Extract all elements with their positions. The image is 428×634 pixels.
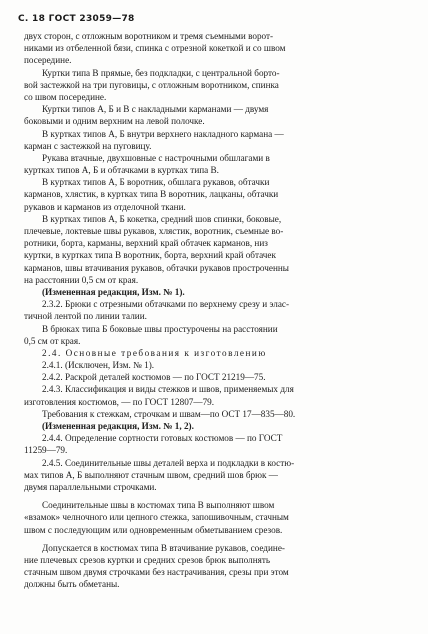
text-line: куртки, в куртках типа В воротник, борта, верхний край обтачек (24, 250, 276, 261)
text-line: стачным швом двумя строчками без настрачивания, срезы при этом (24, 567, 289, 578)
text-line: со швом посередине. (24, 91, 107, 102)
text-line: карманов, швы втачивания рукавов, обтачки рукавов простроченны (24, 262, 289, 273)
text-line: 0,5 см от края. (24, 335, 81, 346)
text-line: двух сторон, с отложным воротником и тремя съемными ворот- (24, 31, 274, 41)
text-line: на расстоянии 0,5 см от края. (24, 274, 139, 285)
text-line: В брюках типа Б боковые швы простурочены на расстоянии (42, 323, 278, 334)
text-line: В куртках типов А, Б кокетка, средний шов спинки, боковые, (42, 213, 282, 224)
text-line: куртках типов А, Б и обтачками в куртках типа В. (24, 165, 219, 176)
text-line: 11259—79. (24, 445, 68, 456)
text-line: Соединительные швы в костюмах типа В выполняют швом (42, 500, 275, 511)
text-line: 2.4.4. Определение сортности готовых костюмов — по ГОСТ (42, 433, 283, 444)
text-line: должны быть обметаны. (24, 579, 120, 590)
page-header: С. 18 ГОСТ 23059—78 (18, 14, 135, 24)
text-line: (Измененная редакция, Изм. № 1). (42, 286, 185, 297)
text-line: швом с последующим или одновременным обметыванием срезов. (24, 524, 283, 535)
text-line: 2.4.2. Раскрой деталей костюмов — по ГОСТ 21219—75. (42, 372, 266, 383)
text-line: вой застежкой на три пуговицы, с отложным воротником, спинка (24, 79, 279, 90)
text-line: посередине. (24, 55, 72, 66)
text-line: 2.4. Основные требования к изготовлению (42, 347, 267, 358)
text-line: Куртки типа В прямые, без подкладки, с центральной борто- (42, 67, 280, 78)
text-line: Рукава втачные, двухшовные с настрочными обшлагами в (42, 152, 270, 163)
text-line: (Измененная редакция, Изм. № 1, 2). (42, 421, 194, 431)
text-line: плечевые, локтевые швы рукавов, хлястик, воротник, съемные во- (24, 226, 284, 236)
text-line: карман с застежкой на пуговицу. (24, 140, 152, 151)
text-line: 2.4.3. Классификация и виды стежков и швов, применяемых для (42, 384, 294, 395)
text-line: тичной лентой по линии талии. (24, 311, 147, 322)
text-line: никами из отбеленной бязи, спинка с отрезной кокеткой и со швом (24, 43, 286, 54)
text-line: «взамок» челночного или цепного стежка, запошивочным, стачным (24, 512, 289, 523)
text-line: двумя параллельными строчками. (24, 481, 157, 492)
text-line: мах типов А, Б выполняют стачным швом, средний шов брюк — (24, 469, 278, 480)
text-line: ние плечевых срезов куртки и средних срезов брюк выполнять (24, 554, 271, 565)
text-line: 2.4.5. Соединительные швы деталей верха и подкладки в костю- (42, 457, 295, 468)
text-line: боковыми и одним верхним на левой полочке. (24, 116, 205, 127)
text-line: Требования к стежкам, строчкам и швам—по ОСТ 17—835—80. (42, 408, 296, 419)
text-line: Допускается в костюмах типа В втачивание рукавов, соедине- (42, 542, 285, 553)
document-body (24, 30, 404, 590)
text-line: В куртках типов А, Б воротник, обшлага рукавов, обтачки (42, 177, 270, 188)
text-line: рукавов и карманов из отделочной ткани. (24, 201, 186, 212)
text-line: В куртках типов А, Б внутри верхнего накладного кармана — (42, 128, 284, 139)
text-line: карманов, хлястик, в куртках типа В воротник, лацканы, обтачки (24, 189, 279, 200)
text-line: изготовления костюмов, — по ГОСТ 12807—79. (24, 396, 215, 407)
text-line: ротники, борта, карманы, верхний край обтачек карманов, низ (24, 238, 268, 249)
text-line: 2.3.2. Брюки с отрезными обтачками по верхнему срезу и элас- (42, 299, 290, 310)
text-line: Куртки типов А, Б и В с накладными карманами — двумя (42, 104, 269, 115)
text-line: 2.4.1. (Исключен, Изм. № 1). (42, 360, 155, 371)
